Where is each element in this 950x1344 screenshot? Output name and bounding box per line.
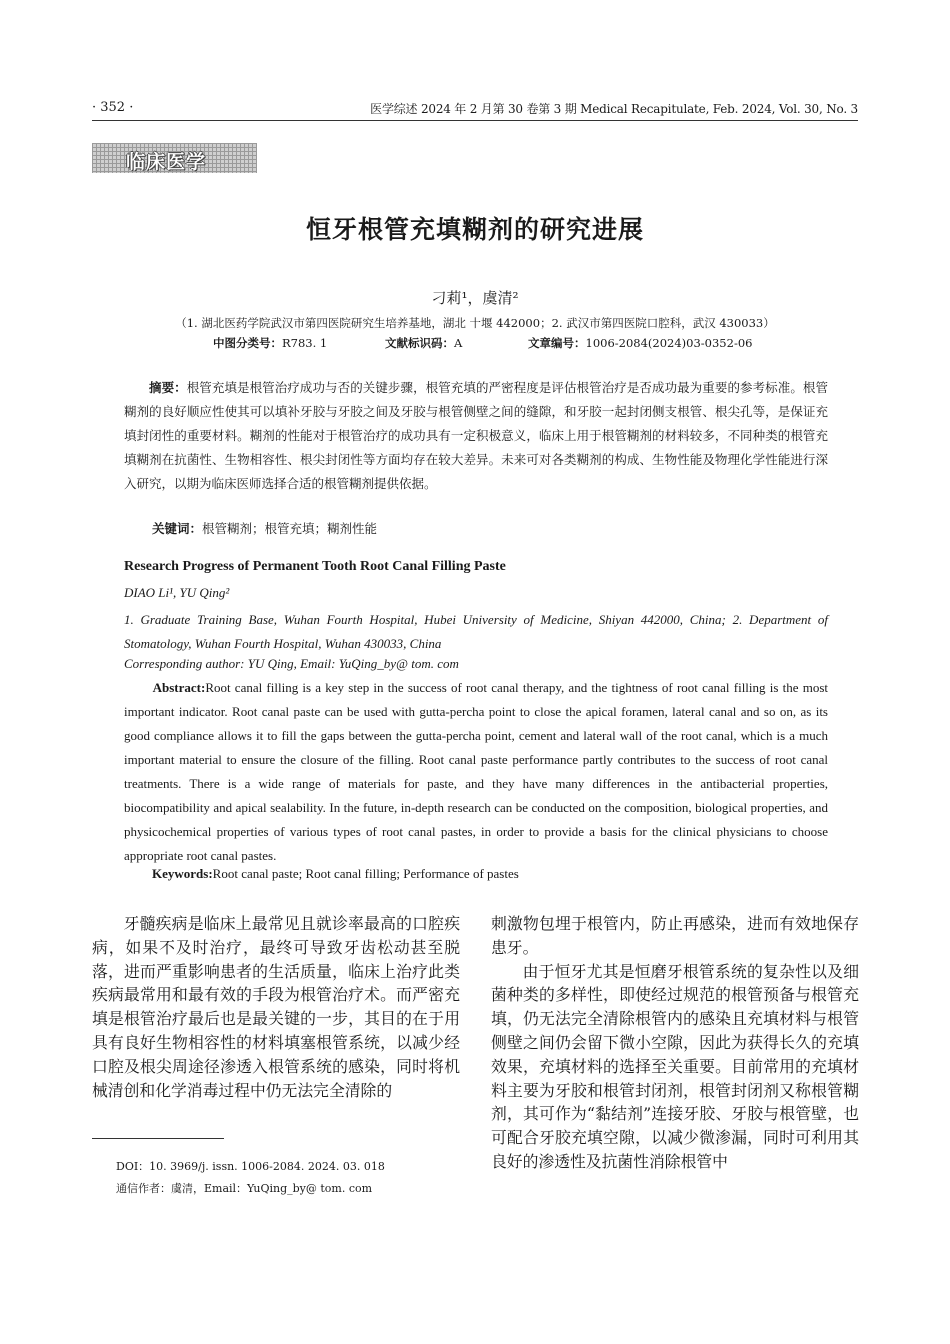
footnote-corresponding: 通信作者：虞清，Email：YuQing_by@ tom. com (116, 1182, 373, 1195)
article-title: 恒牙根管充填糊剂的研究进展 (305, 215, 644, 244)
chinese-keywords-text: 根管糊剂；根管充填；糊剂性能 (202, 521, 378, 536)
footnote-doi: DOI：10. 3969/j. issn. 1006-2084. 2024. 03. 018 (116, 1160, 385, 1173)
doc-value: A (454, 336, 463, 350)
chinese-keywords (152, 519, 377, 537)
body-right-paragraph-1: 刺激物包埋于根管内，防止再感染，进而有效地保存患牙。 (491, 914, 859, 957)
article-label: 文章编号： (528, 336, 586, 350)
affiliations: （1. 湖北医药学院武汉市第四医院研究生培养基地，湖北 十堰 442000；2. 武汉市第四医院口腔科，武汉 430033） (175, 316, 775, 330)
english-keywords-label: Keywords: (152, 866, 213, 881)
journal-header: 医学综述 2024 年 2 月第 30 卷第 3 期 Medical Recapitulate, Feb. 2024, Vol. 30, No. 3 (370, 102, 858, 116)
doc-code (385, 335, 462, 351)
english-abstract (124, 676, 828, 868)
english-keywords (152, 866, 519, 882)
footnote-rule (92, 1138, 224, 1139)
article-value: 1006-2084(2024)03-0352-06 (585, 336, 753, 350)
header-rule (92, 120, 858, 121)
english-keywords-text: Root canal paste; Root canal filling; Performance of pastes (212, 866, 519, 881)
chinese-abstract (124, 376, 828, 496)
section-tag (92, 143, 257, 173)
english-affiliations: 1. Graduate Training Base, Wuhan Fourth Hospital, Hubei University of Medicine, Shiyan 442000, China; 2. Department of Stomatology, Wuhan Fourth Hospital, Wuhan 430033, China (124, 612, 828, 651)
body-right-column (491, 912, 859, 1174)
body-right-paragraph-2: 由于恒牙尤其是恒磨牙根管系统的复杂性以及细菌种类的多样性，即使经过规范的根管预备与根管充填，仍无法完全清除根管内的感染且充填材料与根管侧壁之间仍会留下微小空隙，因此为获得长久的充填效果，充填材料的选择至关重要。目前常用的充填材料主要为牙胶和根管封闭剂，根管封闭剂又称根管糊剂，其可作为“黏结剂”连接牙胶、牙胶与根管壁，也可配合牙胶充填空隙，以减少微渗漏，同时可利用其良好的渗透性及抗菌性消除根管中 (491, 961, 859, 1171)
section-tag-label: 临床医学 (126, 151, 207, 173)
article-number (528, 335, 752, 351)
page-number: · 352 · (92, 100, 134, 115)
english-authors: DIAO Li¹, YU Qing² (124, 585, 230, 600)
authors: 刁莉¹，虞清² (431, 289, 519, 307)
body-left-column: 牙髓疾病是临床上最常见且就诊率最高的口腔疾病，如果不及时治疗，最终可导致牙齿松动甚至脱落，进而严重影响患者的生活质量，临床上治疗此类疾病最常用和最有效的手段为根管治疗术。而严密充填是根管治疗最后也是最关键的一步，其目的在于用具有良好生物相容性的材料填塞根管系统，以减少经口腔及根尖周途径渗透入根管系统的感染，同时将机械清创和化学消毒过程中仍无法完全清除的 (92, 914, 460, 1100)
clc-value: R783. 1 (282, 336, 328, 350)
english-abstract-label: Abstract: (152, 680, 206, 695)
doc-label: 文献标识码： (385, 336, 454, 350)
clc-number (213, 335, 327, 351)
chinese-keywords-label: 关键词： (152, 521, 203, 536)
english-title: Research Progress of Permanent Tooth Root Canal Filling Paste (124, 559, 506, 574)
clc-label: 中图分类号： (213, 336, 282, 350)
english-abstract-text: Root canal filling is a key step in the success of root canal therapy, and the tightness of root canal filling is the most important indicator. Root canal paste can be used with gutta-percha point to close the apical foramen, lateral canal and so on, as its good compliance allows it to fill the gaps between the gutta-percha point, cement and lateral wall of the root canal, which is a much important material to ensure the closure of the filling. Root canal paste performance partly contributes to the success of root canal treatments. There is a wide range of materials for paste, and they have many differences in the antibacterial properties, biocompatibility and apical sealability. In the future, in-depth research can be conducted on the composition, biological properties, and physicochemical properties of various types of root canal pastes, in order to provide a basis for the clinical physicians to choose appropriate root canal pastes. (124, 680, 828, 863)
chinese-abstract-text: 根管充填是根管治疗成功与否的关键步骤，根管充填的严密程度是评估根管治疗是否成功最为重要的参考标准。根管糊剂的良好顺应性使其可以填补牙胶与牙胶之间及牙胶与根管侧壁之间的缝隙，和牙胶一起封闭侧支根管、根尖孔等，是保证充填封闭性的重要材料。糊剂的性能对于根管治疗的成功具有一定积极意义，临床上用于根管糊剂的材料较多，不同种类的根管充填糊剂在抗菌性、生物相容性、根尖封闭性等方面均存在较大差异。未来可对各类糊剂的构成、生物性能及物理化学性能进行深入研究，以期为临床医师选择合适的根管糊剂提供依据。 (124, 380, 828, 491)
chinese-abstract-label: 摘要： (149, 380, 187, 395)
english-corresponding: Corresponding author: YU Qing, Email: YuQing_by@ tom. com (124, 656, 459, 671)
